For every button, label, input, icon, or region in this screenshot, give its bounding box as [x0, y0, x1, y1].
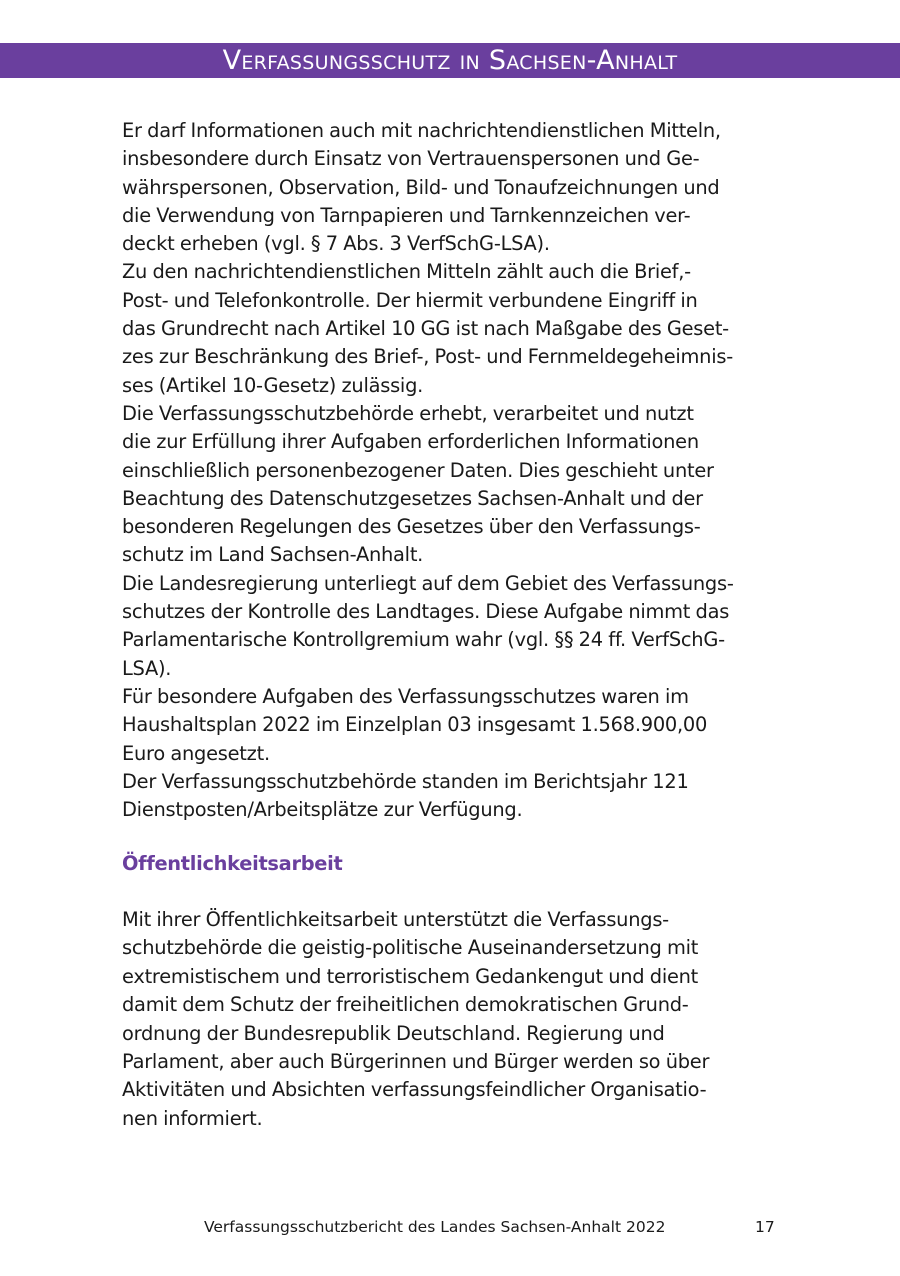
text-line: schutzbehörde die geistig-politische Auseinandersetzung mit: [122, 936, 699, 960]
paragraph-intelligence-means: [122, 117, 802, 258]
paragraph-parliamentary-control: [122, 570, 802, 683]
text-line: einschließlich personenbezogener Daten. Dies geschieht unter: [122, 458, 714, 482]
text-line: Für besondere Aufgaben des Verfassungsschutzes waren im: [122, 684, 689, 708]
header-banner: [0, 43, 900, 78]
text-line: extremistischem und terroristischem Gedankengut und dient: [122, 964, 699, 988]
text-line: damit dem Schutz der freiheitlichen demokratischen Grund-: [122, 993, 689, 1017]
paragraph-postal-control: [122, 258, 802, 399]
text-line: die Verwendung von Tarnpapieren und Tarnkennzeichen ver-: [122, 203, 691, 227]
text-line: schutzes der Kontrolle des Landtages. Diese Aufgabe nimmt das: [122, 600, 730, 624]
text-line: das Grundrecht nach Artikel 10 GG ist nach Maßgabe des Geset-: [122, 317, 729, 341]
text-line: nen informiert.: [122, 1106, 263, 1130]
text-line: Die Landesregierung unterliegt auf dem Gebiet des Verfassungs-: [122, 571, 734, 595]
text-line: die zur Erfüllung ihrer Aufgaben erforderlichen Informationen: [122, 430, 699, 454]
text-line: ses (Artikel 10-Gesetz) zulässig.: [122, 373, 424, 397]
paragraph-budget: [122, 683, 802, 768]
text-line: Parlamentarische Kontrollgremium wahr (vgl. §§ 24 ff. VerfSchG-: [122, 628, 725, 652]
text-line: währspersonen, Observation, Bild- und Tonaufzeichnungen und: [122, 175, 720, 199]
paragraph-data-processing: [122, 400, 802, 570]
paragraph-staff: [122, 768, 802, 825]
text-line: ordnung der Bundesrepublik Deutschland. Regierung und: [122, 1021, 665, 1045]
text-line: Beachtung des Datenschutzgesetzes Sachsen-Anhalt und der: [122, 486, 703, 510]
text-line: Aktivitäten und Absichten verfassungsfeindlicher Organisatio-: [122, 1078, 707, 1102]
page-number: 17: [755, 1218, 775, 1236]
text-line: Post- und Telefonkontrolle. Der hiermit verbundene Eingriff in: [122, 288, 698, 312]
text-line: Dienstposten/Arbeitsplätze zur Verfügung.: [122, 798, 523, 822]
text-line: deckt erheben (vgl. § 7 Abs. 3 VerfSchG-LSA).: [122, 232, 550, 256]
text-line: Parlament, aber auch Bürgerinnen und Bürger werden so über: [122, 1050, 710, 1074]
text-line: Der Verfassungsschutzbehörde standen im Berichtsjahr 121: [122, 769, 689, 793]
text-line: Mit ihrer Öffentlichkeitsarbeit unterstützt die Verfassungs-: [122, 908, 669, 931]
text-line: LSA).: [122, 656, 172, 680]
text-line: Er darf Informationen auch mit nachrichtendienstlichen Mitteln,: [122, 119, 721, 142]
text-line: Die Verfassungsschutzbehörde erhebt, verarbeitet und nutzt: [122, 401, 694, 425]
text-line: Haushaltsplan 2022 im Einzelplan 03 insgesamt 1.568.900,00: [122, 713, 708, 737]
section-heading: Öffentlichkeitsarbeit: [122, 852, 343, 875]
text-line: Zu den nachrichtendienstlichen Mitteln zählt auch die Brief,-: [122, 260, 691, 284]
text-line: Euro angesetzt.: [122, 741, 270, 765]
paragraph-public-relations: [122, 906, 802, 1133]
body-text: [122, 117, 802, 824]
footer-title: Verfassungsschutzbericht des Landes Sachsen-Anhalt 2022: [204, 1218, 666, 1236]
page-header-title: Verfassungsschutz in Sachsen-Anhalt: [222, 45, 678, 76]
text-line: besonderen Regelungen des Gesetzes über den Verfassungs-: [122, 515, 701, 539]
text-line: zes zur Beschränkung des Brief-, Post- und Fernmeldegeheimnis-: [122, 345, 733, 369]
text-line: insbesondere durch Einsatz von Vertrauenspersonen und Ge-: [122, 147, 700, 171]
text-line: schutz im Land Sachsen-Anhalt.: [122, 543, 424, 567]
